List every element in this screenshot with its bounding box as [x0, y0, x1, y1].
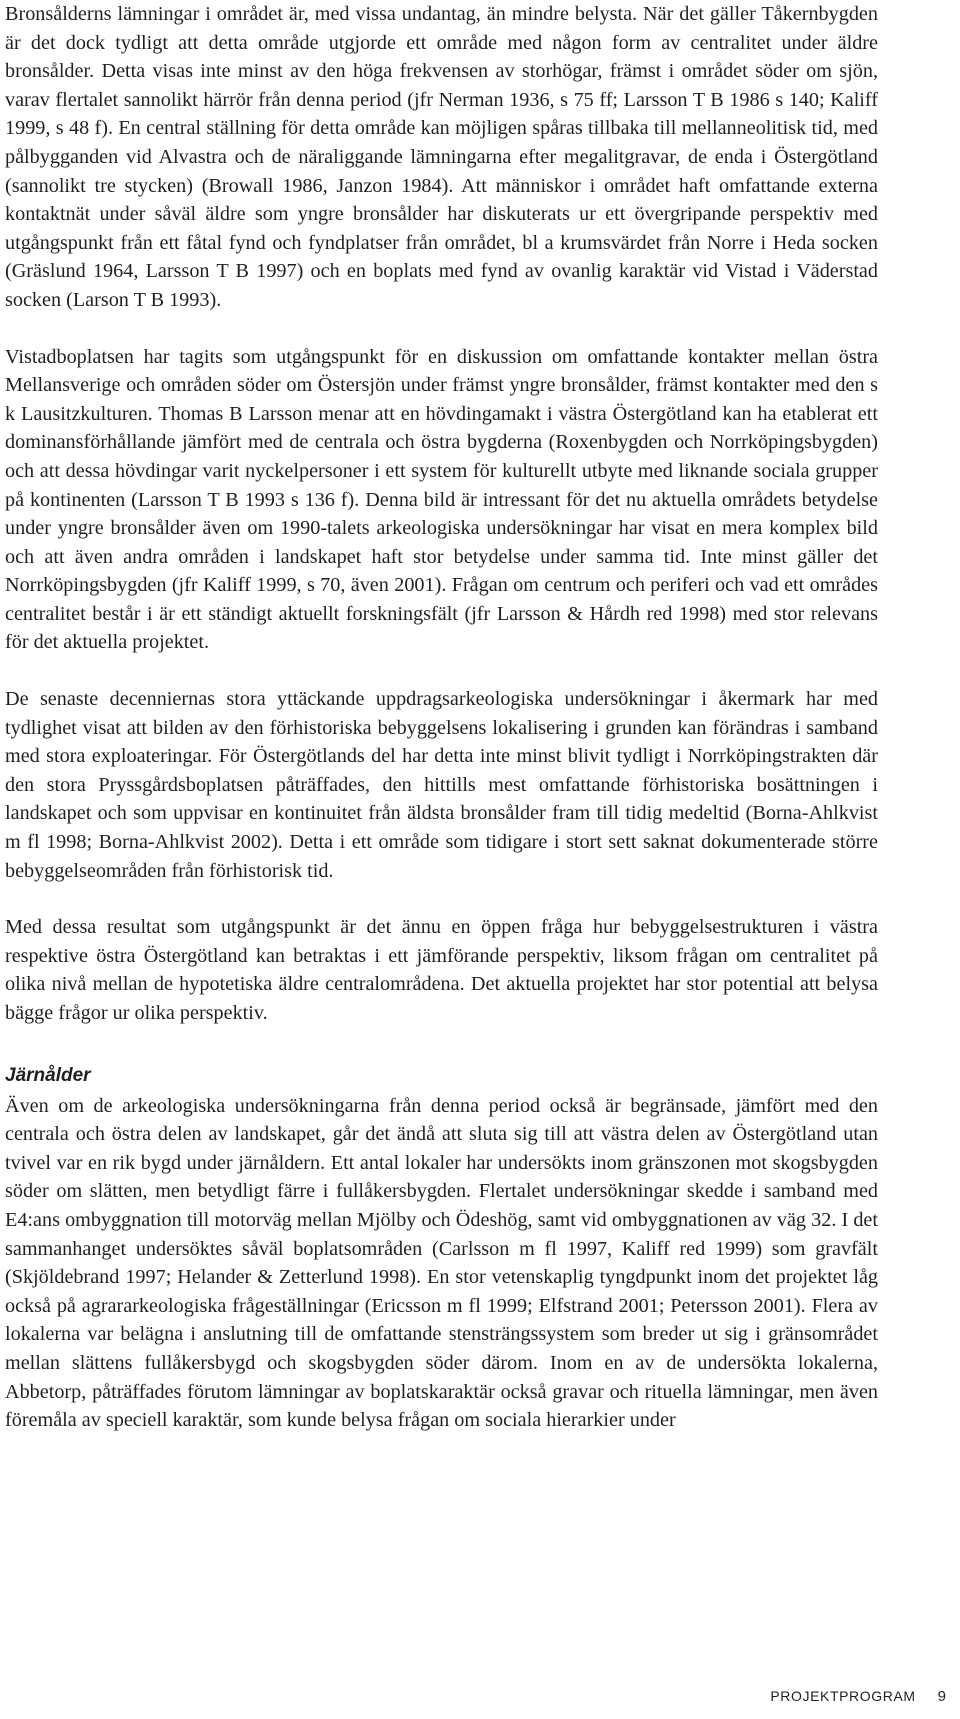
paragraph-bronze-age-remains: Bronsålderns lämningar i området är, med vissa undantag, än mindre belysta. När det gäller Tåkernbygden är det dock tydligt att detta område utgjorde ett område med någon form av centralitet under äldre bronsålder. Detta visas inte minst av den höga frekvensen av storhögar, främst i området söder om sjön, varav flertalet sannolikt härrör från denna period (jfr Nerman 1936, s 75 ff; Larsson T B 1986 s 140; Kaliff 1999, s 48 f). En central ställning för detta område kan möjligen spåras tillbaka till mellanneolitisk tid, med pålbygganden vid Alvastra och de näraliggande lämningarna efter megalitgravar, de enda i Östergötland (sannolikt tre stycken) (Browall 1986, Janzon 1984). Att människor i området haft omfattande externa kontaktnät under såväl äldre som yngre bronsålder har diskuterats ur ett övergripande perspektiv med utgångspunkt från ett fåtal fynd och fyndplatser från området, bl a krumsvärdet från Norre i Heda socken (Gräslund 1964, Larsson T B 1997) och en boplats med fynd av ovanlig karaktär vid Vistad i Väderstad socken (Larson T B 1993).: [5, 3, 878, 311]
document-page: [5, 0, 878, 1435]
page-number: 9: [937, 1688, 946, 1705]
paragraph-settlement-structure: Med dessa resultat som utgångspunkt är det ännu en öppen fråga hur bebyggelsestrukturen i västra respektive östra Östergötland kan betraktas i ett jämförande perspektiv, liksom frågan om centralitet på olika nivå mellan de hypotetiska äldre centralområdena. Det aktuella projektet har stor potential att belysa bägge frågor ur olika perspektiv.: [5, 916, 878, 1024]
paragraph-rescue-archaeology: De senaste decenniernas stora yttäckande uppdragsarkeologiska undersökningar i åkermark har med tydlighet visat att bilden av den förhistoriska bebyggelsens lokalisering i grunden kan förändras i samband med stora exploateringar. För Östergötlands del har detta inte minst blivit tydligt i Norrköpingstrakten där den stora Pryssgårdsboplatsen påträffades, den hittills mest omfattande förhistoriska bosättningen i landskapet och som uppvisar en kontinuitet från äldsta bronsålder fram till tidig medeltid (Borna-Ahlkvist m fl 1998; Borna-Ahlkvist 2002). Detta i ett område som tidigare i stort sett saknat dokumenterade större bebyggelseområden från förhistorisk tid.: [5, 688, 878, 882]
paragraph-iron-age: Även om de arkeologiska undersökningarna från denna period också är begränsade, jämfört med den centrala och östra delen av landskapet, går det ändå att sluta sig till att västra delen av Östergötland utan tvivel var en rik bygd under järnåldern. Ett antal lokaler har undersökts inom gränszonen mot skogsbygden söder om slätten, men betydligt färre i fullåkersbygden. Flertalet undersökningar skedde i samband med E4:ans ombyggnation till motorväg mellan Mjölby och Ödeshög, samt vid ombyggnationen av väg 32. I det sammanhanget undersöktes såväl boplatsområden (Carlsson m fl 1997, Kaliff red 1999) som gravfält (Skjöldebrand 1997; Helander & Zetterlund 1998). En stor vetenskaplig tyngdpunkt inom det projektet låg också på agrararkeologiska frågeställningar (Ericsson m fl 1999; Elfstrand 2001; Petersson 2001). Flera av lokalerna var belägna i anslutning till de omfattande stensträngssystem som breder ut sig i gränsområdet mellan slättens fullåkersbygd och skogsbygden söder därom. Inom en av de undersökta lokalerna, Abbetorp, påträffades förutom lämningar av boplatskaraktär också gravar och rituella lämningar, men även föremåla av speciell karaktär, som kunde belysa frågan om sociala hierarkier under: [5, 1094, 878, 1432]
paragraph-vistad-settlement: Vistadboplatsen har tagits som utgångspunkt för en diskussion om omfattande kontakter mellan östra Mellansverige och områden söder om Östersjön under främst yngre bronsålder, främst kontakter med den s k Lausitzkulturen. Thomas B Larsson menar att en hövdingamakt i västra Östergötland kan ha etablerat ett dominansförhållande jämfört med de centrala och östra bygderna (Roxenbygden och Norrköpingsbygden) och att dessa hövdingar varit nyckelpersoner i ett system för kulturellt utbyte med liknande sociala grupper på kontinenten (Larsson T B 1993 s 136 f). Denna bild är intressant för det nu aktuella områdets betydelse under yngre bronsålder även om 1990-talets arkeologiska undersökningar har visat en mera komplex bild och att även andra områden i landskapet haft stor betydelse under samma tid. Inte minst gäller det Norrköpingsbygden (jfr Kaliff 1999, s 70, även 2001). Frågan om centrum och periferi och vad ett områdes centralitet består i är ett ständigt aktuellt forskningsfält (jfr Larsson & Hårdh red 1998) med stor relevans för det aktuella projektet.: [5, 345, 878, 654]
section-heading-iron-age: Järnålder: [5, 1064, 91, 1086]
footer-label: PROJEKTPROGRAM: [770, 1688, 916, 1704]
page-footer: [770, 1688, 946, 1705]
